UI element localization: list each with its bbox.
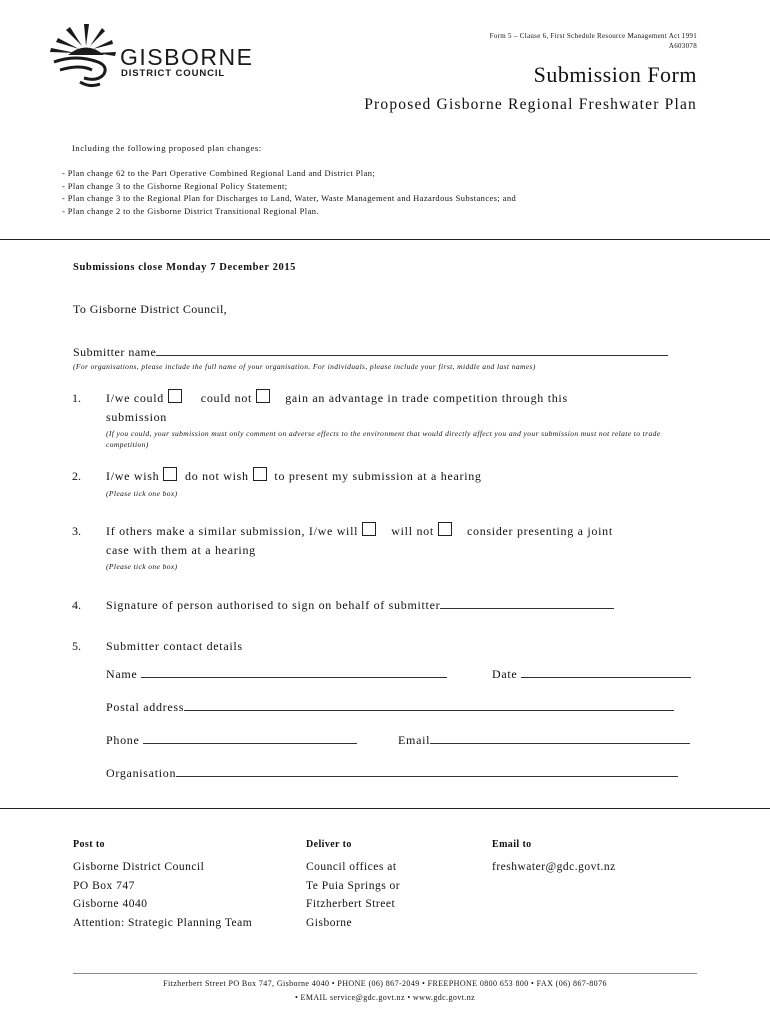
option-label: If others make a similar submission, I/we will (106, 524, 359, 538)
logo-name: GISBORNE (120, 44, 254, 70)
address-line: Fitzherbert Street (306, 898, 396, 910)
deliver-to-heading: Deliver to (306, 839, 352, 850)
email-link[interactable]: freshwater@gdc.govt.nz (492, 861, 616, 873)
deliver-address (306, 858, 400, 932)
name-field[interactable] (141, 665, 447, 678)
contact-details-heading: Submitter contact details (106, 639, 243, 653)
phone-label: Phone (106, 733, 140, 747)
sun-rays-icon (50, 24, 116, 56)
address-line: Gisborne District Council (73, 861, 205, 873)
signature-field[interactable] (440, 596, 614, 609)
post-to-column (73, 839, 252, 932)
address-line: PO Box 747 (73, 879, 135, 892)
will-checkbox[interactable] (362, 522, 376, 536)
deliver-to-column (306, 839, 400, 932)
question-note: (If you could, your submission must only comment on adverse effects to the environment that would directly affect you and your submission must not relate to trade competition) (106, 429, 661, 449)
could-checkbox[interactable] (168, 389, 182, 403)
will-not-checkbox[interactable] (438, 522, 452, 536)
postal-label: Postal address (106, 700, 185, 714)
organisation-row (106, 764, 678, 783)
wave-icon (54, 58, 105, 86)
name-row (106, 665, 447, 684)
question-note: (Please tick one box) (106, 489, 178, 498)
list-item: - Plan change 2 to the Gisborne District Transitional Regional Plan. (62, 205, 516, 218)
postal-row (106, 698, 674, 717)
page-title: Submission Form (533, 62, 697, 87)
question-number: 3. (72, 524, 81, 538)
question-4 (106, 596, 706, 615)
email-label: Email (398, 733, 431, 747)
option-label: do not wish (185, 469, 249, 483)
postal-field[interactable] (184, 698, 674, 711)
divider (0, 239, 770, 240)
name-label: Name (106, 667, 138, 681)
question-text: to present my submission at a hearing (274, 469, 482, 483)
divider (0, 808, 770, 809)
plan-change-list (62, 167, 516, 217)
question-number: 5. (72, 639, 81, 653)
option-label: will not (391, 524, 434, 538)
question-text: case with them at a hearing (106, 543, 256, 557)
page-subtitle: Proposed Gisborne Regional Freshwater Plan (364, 96, 697, 113)
organisation-field[interactable] (176, 764, 678, 777)
phone-field[interactable] (143, 731, 357, 744)
option-label: could not (200, 391, 253, 405)
question-text: submission (106, 410, 168, 424)
footer-contact: Fitzherbert Street PO Box 747, Gisborne 4040 • PHONE (06) 867-2049 • FREEPHONE 0800 653 800 • FAX (06) 867-8076 (163, 979, 607, 988)
submitter-name-field[interactable] (156, 343, 668, 356)
email-address (492, 858, 616, 877)
question-text: gain an advantage in trade competition through this (285, 391, 568, 405)
address-line: Attention: Strategic Planning Team (73, 916, 253, 929)
option-label: I/we wish (106, 469, 160, 483)
address-line: Te Puia Springs or (306, 879, 401, 892)
question-number: 2. (72, 469, 81, 483)
email-to-column (492, 839, 616, 877)
option-label: I/we could (106, 391, 164, 405)
address-line: Council offices at (306, 861, 397, 873)
email-row (398, 731, 690, 750)
list-item: - Plan change 3 to the Gisborne Regional Policy Statement; (62, 180, 516, 193)
submitter-name-label: Submitter name (73, 345, 157, 359)
form-clause: Form 5 – Clause 6, First Schedule Resource Management Act 1991 (489, 32, 697, 40)
intro-text: Including the following proposed plan changes: (72, 143, 262, 153)
email-field[interactable] (430, 731, 690, 744)
wish-checkbox[interactable] (163, 467, 177, 481)
submissions-close: Submissions close Monday 7 December 2015 (73, 262, 297, 273)
date-field[interactable] (521, 665, 691, 678)
date-row (492, 665, 691, 684)
post-to-heading: Post to (73, 839, 105, 850)
phone-row (106, 731, 357, 750)
addressee: To Gisborne District Council, (73, 302, 228, 316)
address-line: Gisborne 4040 (73, 898, 148, 910)
doc-number: A603078 (668, 42, 697, 50)
post-address (73, 858, 252, 932)
question-number: 4. (72, 598, 81, 612)
address-line: Gisborne (306, 916, 353, 929)
footer-web: • EMAIL service@gdc.govt.nz • www.gdc.govt.nz (294, 993, 476, 1002)
form-reference (490, 31, 697, 51)
list-item: - Plan change 62 to the Part Operative Combined Regional Land and District Plan; (62, 167, 516, 180)
submitter-note: (For organisations, please include the full name of your organisation. For individuals, please include your first, middle and last names) (73, 362, 536, 371)
signature-label: Signature of person authorised to sign on behalf of submitter (106, 598, 441, 612)
footer-divider (73, 973, 697, 974)
question-2 (106, 467, 482, 486)
list-item: - Plan change 3 to the Regional Plan for Discharges to Land, Water, Waste Management and Hazardous Substances; and (62, 192, 516, 205)
submitter-name-row (73, 343, 697, 360)
do-not-wish-checkbox[interactable] (253, 467, 267, 481)
organisation-label: Organisation (106, 766, 177, 780)
question-1 (106, 389, 706, 427)
question-text: consider presenting a joint (467, 524, 613, 538)
logo-subtitle: DISTRICT COUNCIL (121, 68, 226, 79)
could-not-checkbox[interactable] (256, 389, 270, 403)
question-number: 1. (72, 391, 81, 405)
question-3 (106, 522, 706, 560)
question-note: (Please tick one box) (106, 562, 178, 571)
email-to-heading: Email to (492, 839, 532, 850)
date-label: Date (492, 667, 518, 681)
